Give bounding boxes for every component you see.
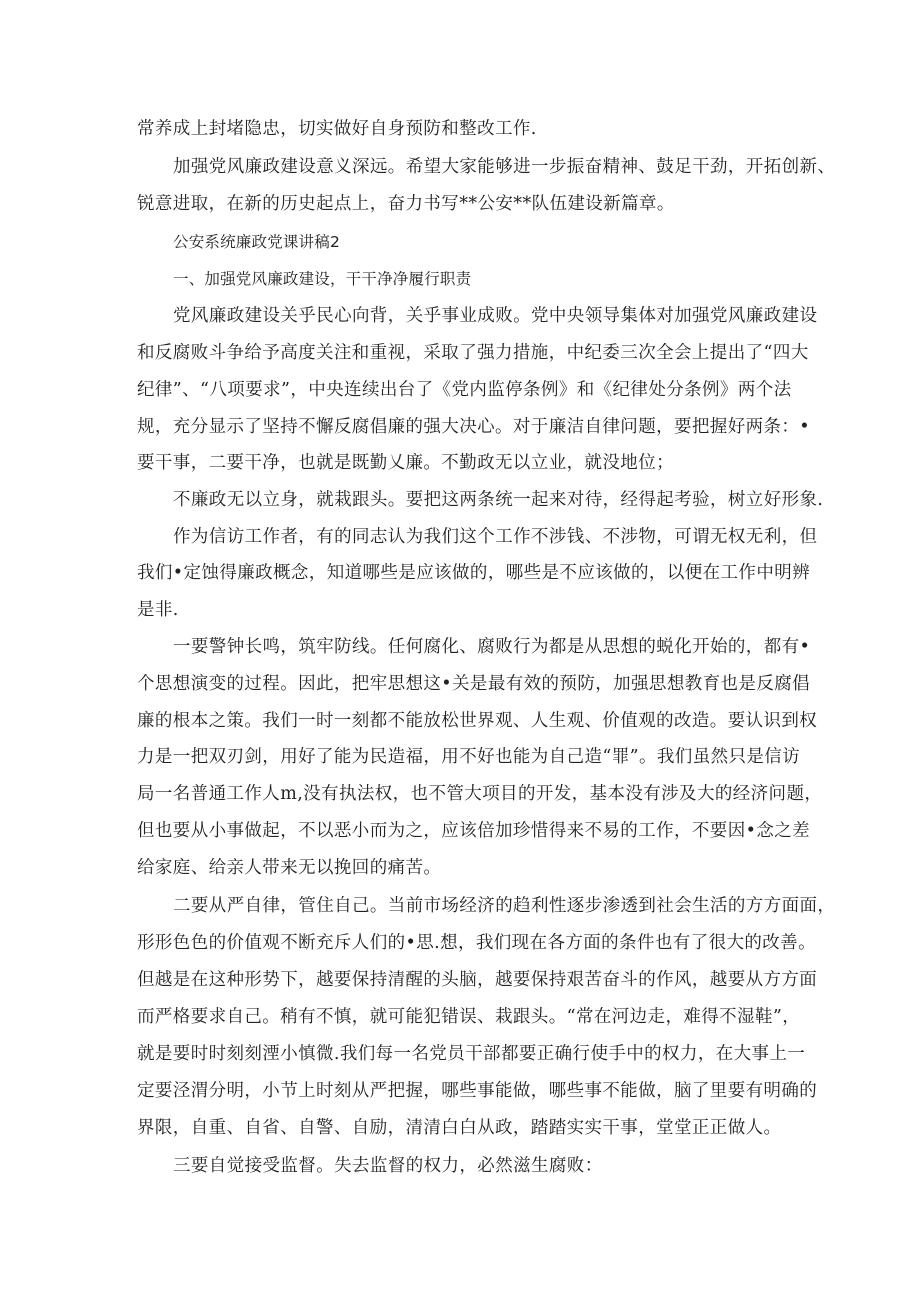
text-line: 而严格要求自己。稍有不慎，就可能犯错误、栽跟头。“常在河边走，难得不湿鞋”， <box>137 1007 801 1027</box>
text-line: 廉的根本之策。我们一时一刻都不能放松世界观、人生观、价值观的改造。要认识到权 <box>137 711 818 731</box>
section-title: 公安系统廉政党课讲稿2 <box>173 233 341 251</box>
text-line: 就是要时时刻刻湮小慎微.我们每一名党员干部都要正确行使手中的权力，在大事上一 <box>137 1044 806 1064</box>
text-line: 作为信访工作者，有的同志认为我们这个工作不涉钱、不涉物，可谓无权无利，但 <box>173 527 818 547</box>
text-line: 规，充分显示了坚持不懈反腐倡廉的强大决心。对于廉洁自律问题，要把握好两条：• <box>137 417 811 437</box>
text-line: 三要自觉接受监督。失去监督的权力，必然滋生腐败： <box>173 1156 603 1176</box>
text-line: 一要警钟长鸣，筑牢防线。任何腐化、腐败行为都是从思想的蜕化开始的，都有• <box>173 637 811 657</box>
section-heading: 一、加强党风廉政建设，干干净净履行职责 <box>173 270 472 288</box>
text-line: 要干事，二要干净，也就是既勤乂廉。不勤政无以立业，就没地位； <box>137 453 674 473</box>
text-line: 加强党风廉政建设意义深远。希望大家能够进一步振奋精神、鼓足干劲，开拓创新、 <box>173 157 836 177</box>
text-line: 力是一把双刃剑，用好了能为民造福，用不好也能为自己造“罪”。我们虽然只是信访 <box>137 747 801 767</box>
text-line: 局一名普通工作人m,没有执法权，也不管大项目的开发，基本没有涉及大的经济问题， <box>137 784 823 804</box>
text-line: 界限，自重、自省、自警、自励，清清白白从政，踏踏实实干事，堂堂正正做人。 <box>137 1118 782 1138</box>
text-line: 常养成上封堵隐忠，切实做好自身预防和整改工作. <box>137 119 537 139</box>
text-line: 纪律”、“八项要求”，中央连续出台了《党内监停条例》和《纪律处分条例》两个法 <box>137 380 792 400</box>
text-line: 锐意进取，在新的历史起点上，奋力书写**公安**队伍建设新篇章。 <box>137 194 675 214</box>
text-line: 给家庭、给亲人带来无以挽回的痛苦。 <box>137 858 442 878</box>
text-line: 但越是在这种形势下，越要保持清醒的头脑，越要保持艰苦奋斗的作风，越要从方方面 <box>137 970 818 990</box>
text-line: 党风廉政建设关乎民心向背，关乎事业成败。党中央领导集体对加强党风廉政建设 <box>173 306 818 326</box>
text-line: 个思想演变的过程。因此，把牢思想这•关是最有效的预防，加强思想教育也是反腐倡 <box>137 674 811 694</box>
text-line: 不廉政无以立身，就栽跟头。要把这两条统一起来对待，经得起考验，树立好形象. <box>173 490 824 510</box>
text-line: 和反腐败斗争给予高度关注和重视，采取了强力措施，中纪委三次全会上提出了“四大 <box>137 343 809 363</box>
text-line: 二要从严自律，管住自己。当前市场经济的趋利性逐步渗透到社会生活的方方面面， <box>173 896 836 916</box>
text-line: 定要泾渭分明，小节上时刻从严把握，哪些事能做，哪些事不能做，脑了里要有明确的 <box>137 1081 818 1101</box>
text-line: 是非. <box>137 600 179 620</box>
text-line: 我们•定蚀得廉政概念，知道哪些是应该做的，哪些是不应该做的，以便在工作中明辨 <box>137 563 811 583</box>
text-line: 形形色色的价值观不断充斥人们的•思.想，我们现在各方面的条件也有了很大的改善。 <box>137 933 816 953</box>
text-line: 但也要从小事做起，不以恶小而为之，应该倍加珍惜得来不易的工作，不要因•念之差 <box>137 821 811 841</box>
